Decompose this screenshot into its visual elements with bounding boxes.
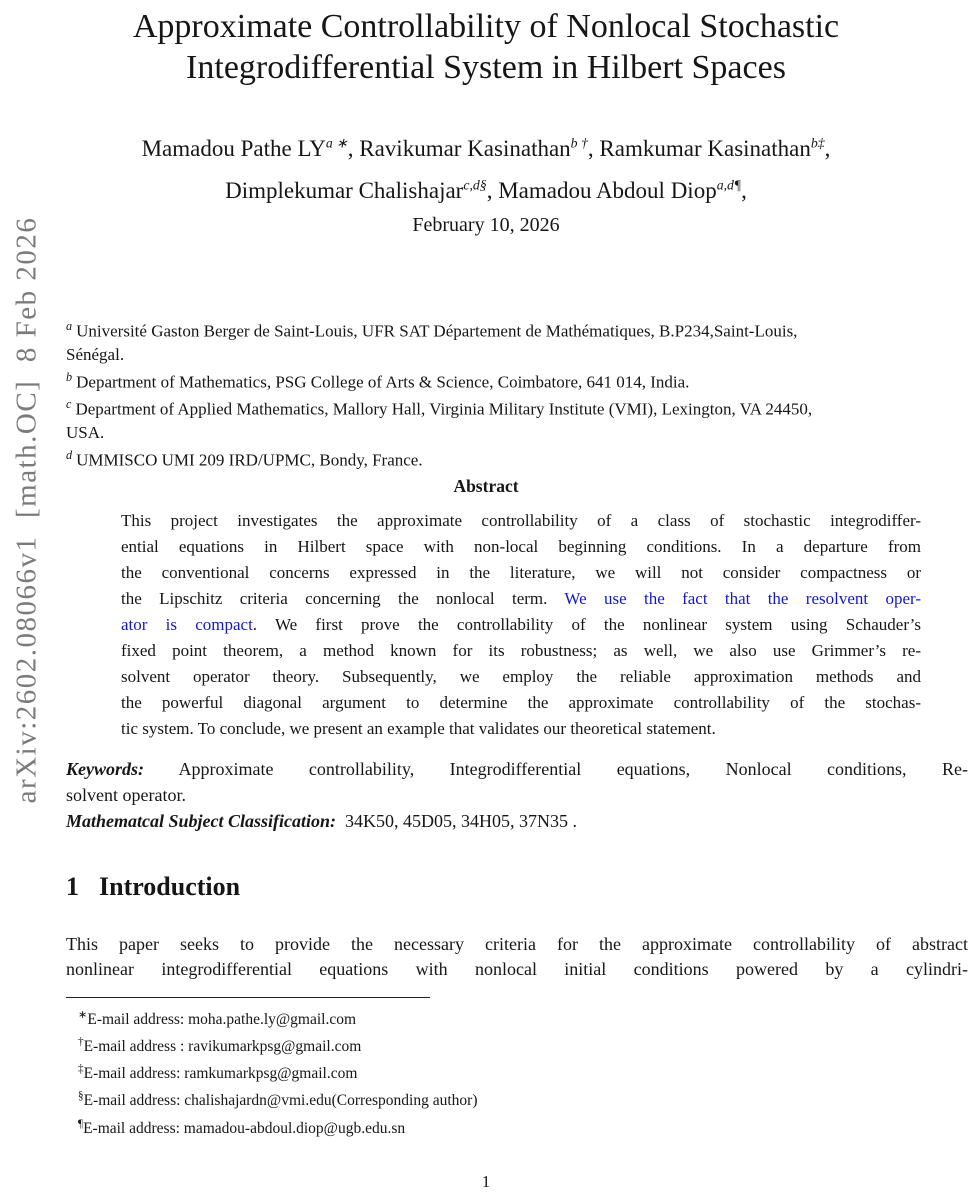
page-number: 1 <box>481 1172 491 1191</box>
author-name: Mamadou Abdoul Diop <box>498 178 717 204</box>
abstract-line <box>121 560 921 586</box>
footnote <box>66 1085 826 1112</box>
abstract-line <box>121 716 921 742</box>
author-separator: , <box>741 178 747 204</box>
section-number: 1 <box>66 872 79 901</box>
section-heading <box>66 872 240 902</box>
affiliation-text: Department of Mathematics, PSG College of Arts & Science, Coimbatore, 641 014, India. <box>76 372 690 392</box>
abstract-line <box>121 664 921 690</box>
msc-values: 34K50, 45D05, 34H05, 37N35 . <box>345 811 578 831</box>
footnote <box>66 1113 826 1140</box>
author-superscript: b † <box>570 135 588 150</box>
abstract-line <box>121 534 921 560</box>
intro-paragraph <box>66 932 968 982</box>
footnote-marker: ‡ <box>78 1063 84 1076</box>
author-separator: , <box>587 135 600 161</box>
affiliation-marker: d <box>66 447 73 462</box>
author-separator: , <box>486 178 499 204</box>
keywords-text: Approximate controllability, Integrodifferential equations, Nonlocal conditions, Re- <box>144 759 968 779</box>
abstract-text <box>121 508 921 742</box>
author-line-2 <box>0 167 972 210</box>
affiliation <box>66 366 968 394</box>
abstract-line <box>121 508 921 534</box>
affiliation <box>66 315 968 366</box>
keywords-line <box>66 756 968 782</box>
author-name: Ramkumar Kasinathan <box>599 135 811 161</box>
abstract-segment: This project investigates the approximate controllability of a class of stochastic integrodiffer- <box>121 511 921 530</box>
abstract-line <box>121 690 921 716</box>
keywords-line <box>66 782 968 808</box>
footnote-marker: † <box>78 1036 84 1049</box>
author-name: Ravikumar Kasinathan <box>359 135 571 161</box>
footnote <box>66 1058 826 1085</box>
msc-line <box>66 808 968 834</box>
keywords-text: solvent operator. <box>66 785 186 805</box>
title-line-2: Integrodifferential System in Hilbert Spaces <box>186 49 786 86</box>
footnote-marker: § <box>78 1090 84 1103</box>
author-superscript: a ∗ <box>325 135 348 150</box>
footnote-text: E-mail address: chalishajardn@vmi.edu(Corresponding author) <box>83 1092 478 1110</box>
footnote-text: E-mail address: mamadou-abdoul.diop@ugb.edu.sn <box>83 1119 406 1137</box>
affiliation <box>66 444 968 472</box>
author-separator: , <box>347 135 360 161</box>
affiliation-marker: b <box>66 369 73 384</box>
intro-line: nonlinear integrodifferential equations with nonlocal initial conditions powered by a cylindri- <box>66 959 968 979</box>
author-line-1 <box>0 124 972 167</box>
publication-date: February 10, 2026 <box>412 214 560 236</box>
affiliation-text: USA. <box>66 422 105 442</box>
author <box>142 136 360 161</box>
abstract-segment: fixed point theorem, a method known for its robustness; as well, we also use Grimmer’s re- <box>121 641 921 660</box>
abstract-line <box>121 612 921 638</box>
abstract-line <box>121 586 921 612</box>
abstract-segment: tic system. To conclude, we present an example that validates our theoretical statement. <box>121 719 716 738</box>
author-name: Mamadou Pathe LY <box>141 135 326 161</box>
keywords-block <box>66 756 968 834</box>
affiliation-text: Université Gaston Berger de Saint-Louis, UFR SAT Département de Mathématiques, B.P234,Saint-Louis, <box>76 321 798 341</box>
abstract-segment: ential equations in Hilbert space with non-local beginning conditions. In a departure from <box>121 537 921 556</box>
footnote-text: E-mail address: ramkumarkpsg@gmail.com <box>83 1065 358 1083</box>
footnote <box>66 1004 826 1031</box>
author-separator: , <box>824 135 831 161</box>
affiliation-list <box>66 315 968 472</box>
abstract-segment: the powerful diagonal argument to determine the approximate controllability of the stochas- <box>121 693 921 712</box>
msc-label: Mathematcal Subject Classification: <box>66 811 337 831</box>
section-title: Introduction <box>99 872 241 901</box>
intro-line: This paper seeks to provide the necessary criteria for the approximate controllability of abstract <box>66 934 968 954</box>
affiliation-marker: c <box>66 397 72 412</box>
abstract-line <box>121 638 921 664</box>
author <box>225 178 498 203</box>
footnote-rule <box>66 997 430 998</box>
footnote-text: E-mail address: moha.pathe.ly@gmail.com <box>87 1011 357 1029</box>
affiliation-text: Sénégal. <box>66 344 125 364</box>
author <box>359 136 599 161</box>
abstract-segment: solvent operator theory. Subsequently, we employ the reliable approximation methods and <box>121 667 921 686</box>
abstract-heading: Abstract <box>453 476 519 496</box>
footnote <box>66 1031 826 1058</box>
author-superscript: c,d§ <box>463 177 487 193</box>
keywords-label: Keywords: <box>66 759 144 779</box>
affiliation-marker: a <box>66 319 73 333</box>
author <box>498 178 747 203</box>
footnote-marker: ¶ <box>78 1117 84 1130</box>
affiliation <box>66 393 968 444</box>
affiliation-text: Department of Applied Mathematics, Mallory Hall, Virginia Military Institute (VMI), Lexington, VA 24450, <box>75 399 813 419</box>
author-list <box>0 124 972 209</box>
footnote-text: E-mail address : ravikumarkpsg@gmail.com <box>83 1038 362 1056</box>
abstract-segment: the conventional concerns expressed in the literature, we will not consider compactness or <box>121 563 921 582</box>
abstract-segment: . We first prove the controllability of the nonlinear system using Schauder’s <box>252 615 921 634</box>
arxiv-stamp: arXiv:2602.08066v1 [math.OC] 8 Feb 2026 <box>10 216 43 804</box>
resolvent-link-text: ator is compact <box>121 615 253 634</box>
author-superscript: b‡ <box>810 135 825 150</box>
author-name: Dimplekumar Chalishajar <box>225 178 464 204</box>
abstract-segment: the Lipschitz criteria concerning the nonlocal term. <box>121 589 565 608</box>
author-superscript: a,d¶ <box>716 177 742 193</box>
resolvent-link-text: We use the fact that the resolvent oper- <box>564 589 921 608</box>
affiliation-text: UMMISCO UMI 209 IRD/UPMC, Bondy, France. <box>76 450 423 470</box>
author <box>599 136 830 161</box>
footnote-list <box>66 1004 826 1140</box>
title-line-1: Approximate Controllability of Nonlocal Stochastic <box>132 8 840 45</box>
footnote-marker: ∗ <box>78 1009 88 1021</box>
paper-title <box>0 6 972 88</box>
